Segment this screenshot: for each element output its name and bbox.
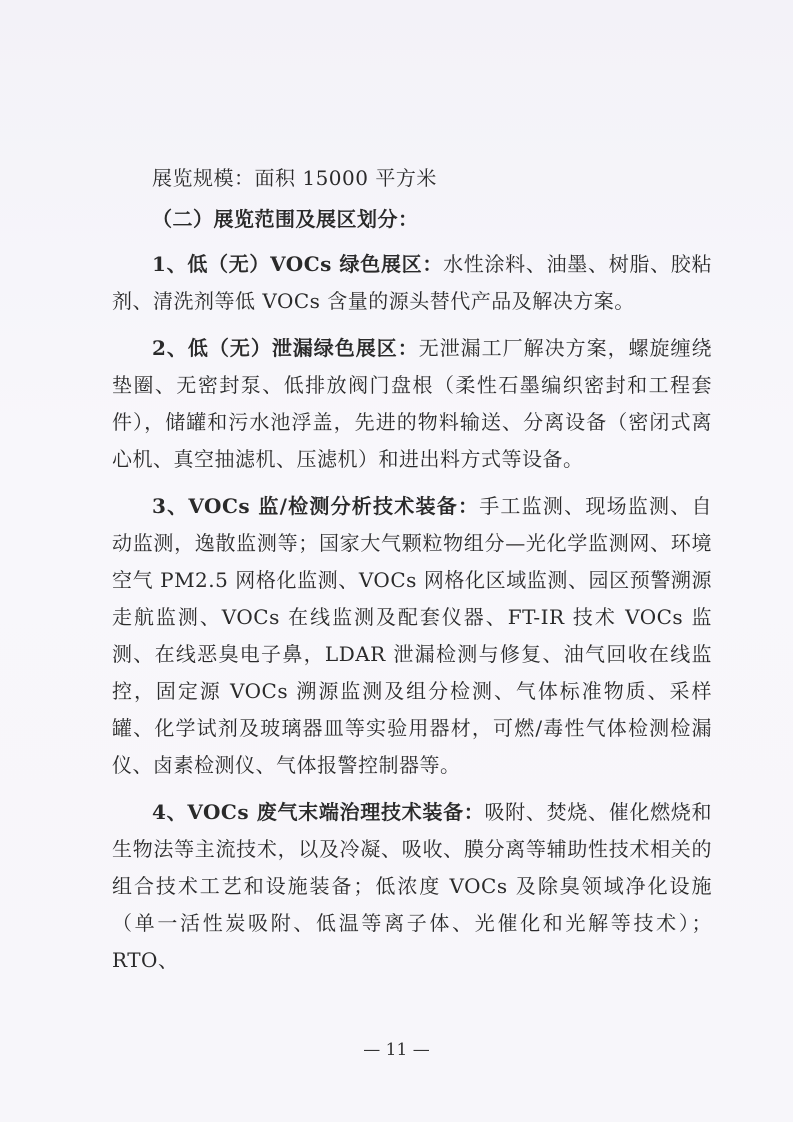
item-4-text: 吸附、焚烧、催化燃烧和生物法等主流技术，以及冷凝、吸收、膜分离等辅助性技术相关的组合技术工艺和设施装备；低浓度 VOCs 及除臭领域净化设施（单一活性炭吸附、低温等离子体、光催化和光解等技术）；RTO、 [112, 800, 713, 972]
item-2-lead: 2、低（无）泄漏绿色展区： [152, 336, 419, 360]
paragraph-item-1 [112, 246, 712, 320]
document-body [112, 160, 712, 989]
item-3-lead: 3、VOCs 监/检测分析技术装备： [152, 494, 480, 518]
paragraph-item-2 [112, 330, 712, 478]
item-1-text: 水性涂料、油墨、树脂、胶粘剂、清洗剂等低 VOCs 含量的源头替代产品及解决方案。 [112, 252, 712, 313]
page-number: — 11 — [363, 1040, 430, 1060]
paragraph-item-4 [112, 794, 712, 979]
item-1-lead: 1、低（无）VOCs 绿色展区： [152, 252, 444, 276]
exhibition-scale-line: 展览规模：面积 15000 平方米 [152, 166, 437, 190]
section-heading: （二）展览范围及展区划分： [152, 207, 419, 231]
item-4-lead: 4、VOCs 废气末端治理技术装备： [152, 800, 485, 824]
paragraph-item-3 [112, 488, 712, 784]
item-3-text: 手工监测、现场监测、自动监测，逸散监测等；国家大气颗粒物组分—光化学监测网、环境空气 PM2.5 网格化监测、VOCs 网格化区域监测、园区预警溯源走航监测、VOCs 在线监测及配套仪器、FT-IR 技术 VOCs 监测、在线恶臭电子鼻，LDAR 泄漏检测与修复、油气回收在线监控，固定源 VOCs 溯源监测及组分检测、气体标准物质、采样罐、化学试剂及玻璃器皿等实验用器材，可燃/毒性气体检测检漏仪、卤素检测仪、气体报警控制器等。 [112, 494, 712, 777]
item-2-text: 无泄漏工厂解决方案，螺旋缠绕垫圈、无密封泵、低排放阀门盘根（柔性石墨编织密封和工程套件），储罐和污水池浮盖，先进的物料输送、分离设备（密闭式离心机、真空抽滤机、压滤机）和进出料方式等设备。 [112, 336, 713, 471]
